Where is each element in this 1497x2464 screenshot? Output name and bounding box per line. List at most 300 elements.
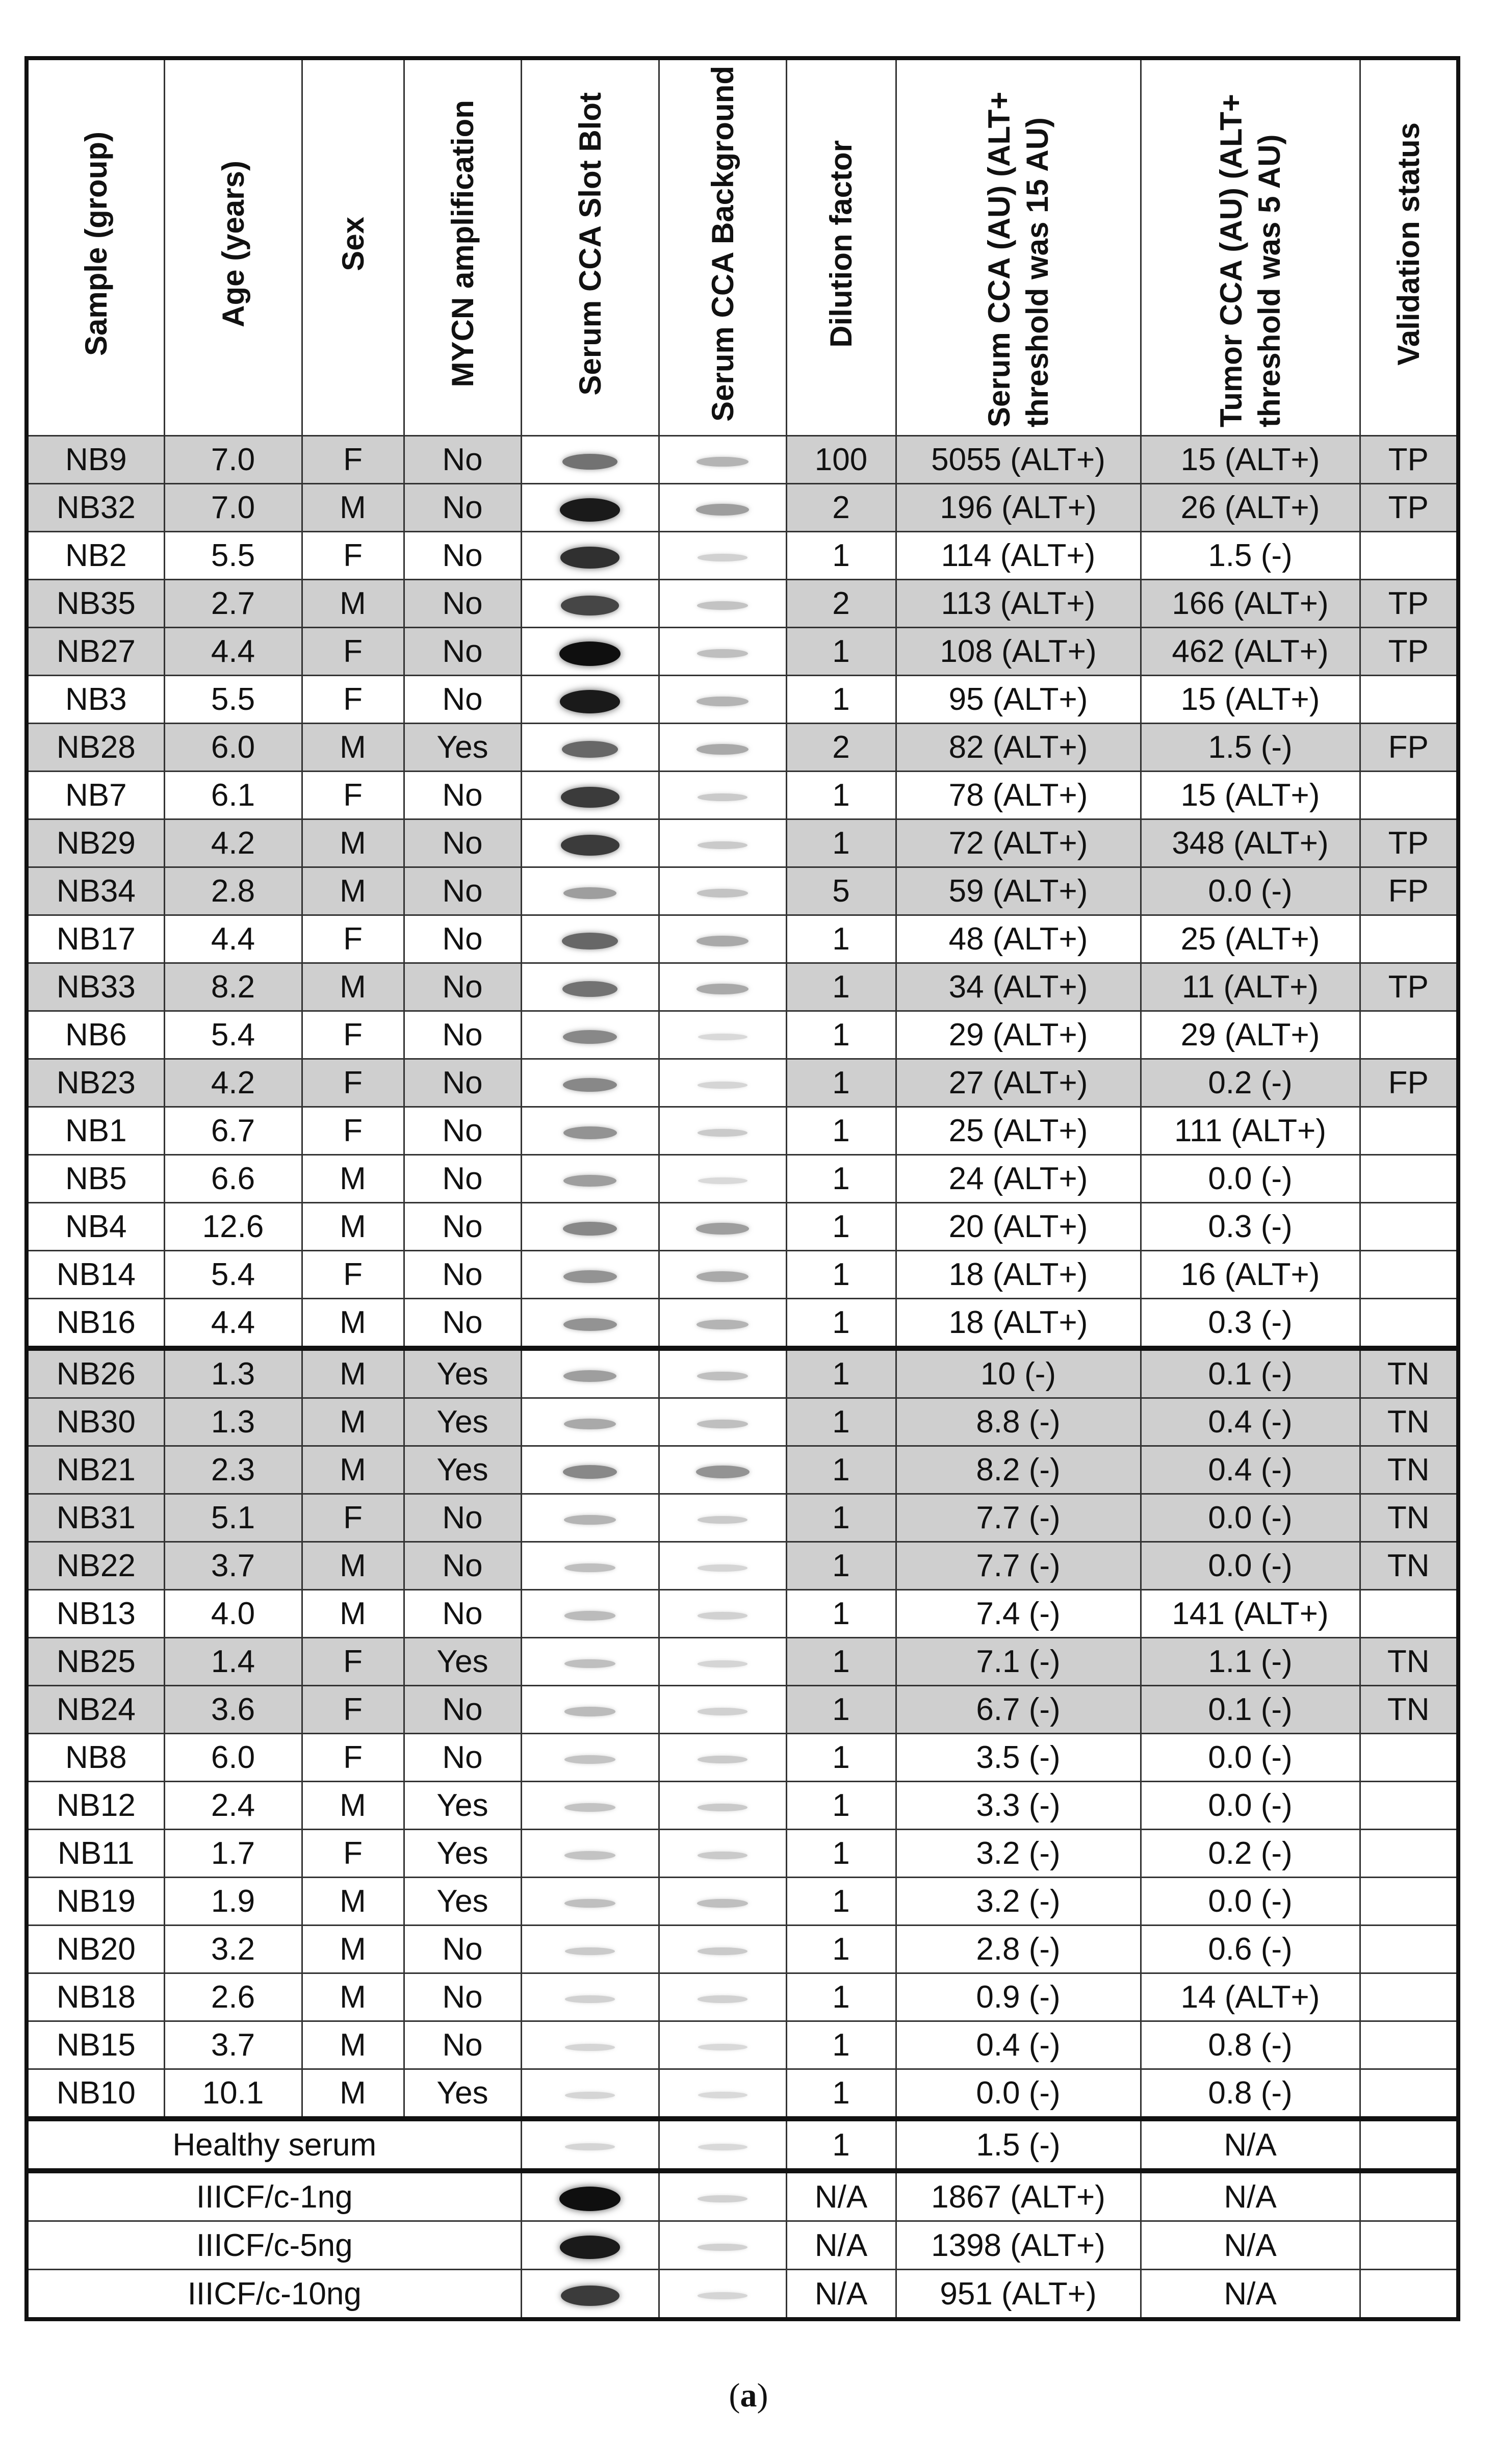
- serum-cca-cell: 48 (ALT+): [896, 915, 1141, 963]
- dilution-cell: 100: [786, 436, 896, 484]
- serum-cca-cell: 6.7 (-): [896, 1686, 1141, 1734]
- sample-cell: NB32: [27, 484, 164, 532]
- background-cell: [659, 819, 786, 867]
- table-row: [27, 1590, 1458, 1638]
- slot-blot-cell: [521, 1107, 659, 1155]
- table-row: [27, 1686, 1458, 1734]
- age-cell: 5.5: [164, 676, 302, 724]
- slot-blot-band: [563, 887, 616, 899]
- mycn-cell: No: [404, 1203, 521, 1251]
- dilution-cell: 1: [786, 1203, 896, 1251]
- validation-status-cell: TN: [1360, 1542, 1458, 1590]
- dilution-cell: 1: [786, 1973, 896, 2021]
- slot-blot-band: [564, 1755, 615, 1764]
- table-row: [27, 772, 1458, 819]
- sample-cell: NB10: [27, 2069, 164, 2119]
- background-band: [698, 2195, 747, 2203]
- validation-status-cell: TN: [1360, 1398, 1458, 1446]
- mycn-cell: No: [404, 1686, 521, 1734]
- background-cell: [659, 2221, 786, 2270]
- serum-cca-cell: 29 (ALT+): [896, 1011, 1141, 1059]
- age-cell: 2.4: [164, 1782, 302, 1830]
- age-cell: 8.2: [164, 963, 302, 1011]
- dilution-cell: 1: [786, 1686, 896, 1734]
- age-cell: 1.4: [164, 1638, 302, 1686]
- sample-cell: NB21: [27, 1446, 164, 1494]
- table-row: [27, 484, 1458, 532]
- column-header: [302, 58, 404, 436]
- validation-status-cell: TP: [1360, 819, 1458, 867]
- slot-blot-band: [564, 1803, 615, 1812]
- background-cell: [659, 1251, 786, 1299]
- dilution-cell: 1: [786, 772, 896, 819]
- dilution-cell: 1: [786, 1107, 896, 1155]
- sample-cell: NB6: [27, 1011, 164, 1059]
- slot-blot-cell: [521, 724, 659, 772]
- sample-cell: NB26: [27, 1348, 164, 1398]
- sex-cell: F: [302, 628, 404, 676]
- table-row: [27, 963, 1458, 1011]
- table-row: [27, 532, 1458, 580]
- sex-cell: M: [302, 1542, 404, 1590]
- sample-cell: NB3: [27, 676, 164, 724]
- background-cell: [659, 2021, 786, 2069]
- mycn-cell: Yes: [404, 1878, 521, 1926]
- mycn-cell: No: [404, 1734, 521, 1782]
- age-cell: 6.0: [164, 724, 302, 772]
- background-cell: [659, 724, 786, 772]
- age-cell: 5.4: [164, 1011, 302, 1059]
- table-row: [27, 867, 1458, 915]
- validation-status-cell: [1360, 1734, 1458, 1782]
- row-label: IIICF/c-1ng: [27, 2171, 521, 2221]
- table-row: [27, 819, 1458, 867]
- sex-cell: M: [302, 724, 404, 772]
- tumor-cca-cell: N/A: [1141, 2119, 1360, 2171]
- age-cell: 1.7: [164, 1830, 302, 1878]
- slot-blot-cell: [521, 1590, 659, 1638]
- mycn-cell: No: [404, 1973, 521, 2021]
- tumor-cca-cell: 0.0 (-): [1141, 1155, 1360, 1203]
- dilution-cell: 2: [786, 724, 896, 772]
- serum-cca-cell: 82 (ALT+): [896, 724, 1141, 772]
- dilution-cell: 1: [786, 1348, 896, 1398]
- sample-cell: NB7: [27, 772, 164, 819]
- background-cell: [659, 1926, 786, 1973]
- validation-status-cell: [1360, 1830, 1458, 1878]
- background-band: [698, 1082, 747, 1089]
- serum-cca-cell: 78 (ALT+): [896, 772, 1141, 819]
- mycn-cell: No: [404, 963, 521, 1011]
- slot-blot-band: [564, 1563, 615, 1573]
- background-cell: [659, 628, 786, 676]
- control-row: [27, 2171, 1458, 2221]
- background-cell: [659, 1973, 786, 2021]
- slot-blot-cell: [521, 1734, 659, 1782]
- tumor-cca-cell: 15 (ALT+): [1141, 772, 1360, 819]
- background-band: [697, 601, 748, 610]
- sex-cell: M: [302, 1203, 404, 1251]
- validation-status-cell: [1360, 1590, 1458, 1638]
- slot-blot-cell: [521, 1973, 659, 2021]
- tumor-cca-cell: 1.5 (-): [1141, 532, 1360, 580]
- tumor-cca-cell: 0.1 (-): [1141, 1348, 1360, 1398]
- row-label: IIICF/c-10ng: [27, 2270, 521, 2320]
- table-row: [27, 1542, 1458, 1590]
- column-header-label: Tumor CCA (AU) (ALT+ threshold was 5 AU): [1214, 94, 1286, 427]
- tumor-cca-cell: 0.0 (-): [1141, 1542, 1360, 1590]
- mycn-cell: No: [404, 1590, 521, 1638]
- dilution-cell: 1: [786, 1542, 896, 1590]
- slot-blot-cell: [521, 915, 659, 963]
- slot-blot-cell: [521, 1446, 659, 1494]
- tumor-cca-cell: 29 (ALT+): [1141, 1011, 1360, 1059]
- sample-cell: NB22: [27, 1542, 164, 1590]
- slot-blot-cell: [521, 2069, 659, 2119]
- serum-cca-cell: 108 (ALT+): [896, 628, 1141, 676]
- slot-blot-cell: [521, 2021, 659, 2069]
- validation-status-cell: FP: [1360, 1059, 1458, 1107]
- serum-cca-cell: 3.2 (-): [896, 1878, 1141, 1926]
- serum-cca-cell: 27 (ALT+): [896, 1059, 1141, 1107]
- table-row: [27, 1059, 1458, 1107]
- serum-cca-cell: 59 (ALT+): [896, 867, 1141, 915]
- tumor-cca-cell: 0.0 (-): [1141, 1494, 1360, 1542]
- background-band: [696, 984, 749, 994]
- validation-status-cell: [1360, 1251, 1458, 1299]
- background-band: [698, 2244, 747, 2251]
- slot-blot-cell: [521, 1059, 659, 1107]
- sample-cell: NB28: [27, 724, 164, 772]
- dilution-cell: N/A: [786, 2270, 896, 2320]
- slot-blot-cell: [521, 1686, 659, 1734]
- table-row: [27, 1638, 1458, 1686]
- mycn-cell: No: [404, 1059, 521, 1107]
- validation-status-cell: [1360, 1878, 1458, 1926]
- validation-status-cell: TP: [1360, 484, 1458, 532]
- validation-status-cell: TN: [1360, 1348, 1458, 1398]
- background-band: [698, 2044, 747, 2050]
- dilution-cell: 1: [786, 2069, 896, 2119]
- mycn-cell: No: [404, 1251, 521, 1299]
- sex-cell: M: [302, 819, 404, 867]
- sex-cell: F: [302, 1251, 404, 1299]
- age-cell: 5.4: [164, 1251, 302, 1299]
- background-cell: [659, 1734, 786, 1782]
- column-header: [1360, 58, 1458, 436]
- sex-cell: M: [302, 484, 404, 532]
- validation-status-cell: [1360, 1926, 1458, 1973]
- serum-cca-cell: 196 (ALT+): [896, 484, 1141, 532]
- sex-cell: F: [302, 1638, 404, 1686]
- sample-cell: NB35: [27, 580, 164, 628]
- control-row: [27, 2270, 1458, 2320]
- tumor-cca-cell: 14 (ALT+): [1141, 1973, 1360, 2021]
- background-cell: [659, 484, 786, 532]
- background-band: [698, 1516, 748, 1524]
- tumor-cca-cell: 0.1 (-): [1141, 1686, 1360, 1734]
- figure-caption: (a): [729, 2377, 768, 2414]
- validation-status-cell: [1360, 2270, 1458, 2320]
- dilution-cell: 1: [786, 1878, 896, 1926]
- background-cell: [659, 1203, 786, 1251]
- sex-cell: M: [302, 1926, 404, 1973]
- background-cell: [659, 963, 786, 1011]
- table-row: [27, 2069, 1458, 2119]
- mycn-cell: Yes: [404, 724, 521, 772]
- tumor-cca-cell: 166 (ALT+): [1141, 580, 1360, 628]
- background-cell: [659, 1494, 786, 1542]
- validation-status-cell: [1360, 1107, 1458, 1155]
- dilution-cell: 1: [786, 1011, 896, 1059]
- slot-blot-band: [560, 498, 621, 522]
- background-band: [697, 889, 748, 897]
- sex-cell: M: [302, 1398, 404, 1446]
- serum-cca-cell: 24 (ALT+): [896, 1155, 1141, 1203]
- table-row: [27, 724, 1458, 772]
- sample-cell: NB27: [27, 628, 164, 676]
- background-cell: [659, 1059, 786, 1107]
- background-band: [698, 1947, 748, 1956]
- sex-cell: M: [302, 963, 404, 1011]
- age-cell: 6.7: [164, 1107, 302, 1155]
- mycn-cell: No: [404, 1926, 521, 1973]
- background-band: [698, 1034, 747, 1040]
- background-band: [697, 1372, 748, 1381]
- background-cell: [659, 2119, 786, 2171]
- age-cell: 6.6: [164, 1155, 302, 1203]
- slot-blot-band: [564, 1707, 616, 1716]
- background-cell: [659, 1830, 786, 1878]
- slot-blot-cell: [521, 2221, 659, 2270]
- validation-status-cell: [1360, 532, 1458, 580]
- sex-cell: M: [302, 1782, 404, 1830]
- age-cell: 5.5: [164, 532, 302, 580]
- slot-blot-cell: [521, 1398, 659, 1446]
- table-row: [27, 1398, 1458, 1446]
- age-cell: 7.0: [164, 484, 302, 532]
- column-header: [27, 58, 164, 436]
- serum-cca-cell: 113 (ALT+): [896, 580, 1141, 628]
- table-body: [27, 436, 1458, 2320]
- table-row: [27, 1203, 1458, 1251]
- slot-blot-cell: [521, 772, 659, 819]
- validation-status-cell: [1360, 915, 1458, 963]
- validation-status-cell: TP: [1360, 628, 1458, 676]
- column-header: [404, 58, 521, 436]
- background-band: [696, 697, 748, 707]
- sex-cell: F: [302, 676, 404, 724]
- age-cell: 4.4: [164, 915, 302, 963]
- validation-status-cell: TN: [1360, 1638, 1458, 1686]
- sample-cell: NB31: [27, 1494, 164, 1542]
- sex-cell: M: [302, 580, 404, 628]
- slot-blot-band: [563, 1270, 617, 1283]
- serum-cca-cell: 72 (ALT+): [896, 819, 1141, 867]
- table-row: [27, 1011, 1458, 1059]
- sex-cell: M: [302, 1590, 404, 1638]
- table-row: [27, 628, 1458, 676]
- table-row: [27, 1251, 1458, 1299]
- dilution-cell: 1: [786, 676, 896, 724]
- serum-cca-cell: 7.4 (-): [896, 1590, 1141, 1638]
- mycn-cell: Yes: [404, 1638, 521, 1686]
- caption-letter: a: [740, 2377, 757, 2414]
- mycn-cell: Yes: [404, 2069, 521, 2119]
- slot-blot-cell: [521, 484, 659, 532]
- table-row: [27, 1155, 1458, 1203]
- tumor-cca-cell: 141 (ALT+): [1141, 1590, 1360, 1638]
- slot-blot-cell: [521, 1011, 659, 1059]
- dilution-cell: N/A: [786, 2221, 896, 2270]
- validation-status-cell: [1360, 2171, 1458, 2221]
- table-row: [27, 1973, 1458, 2021]
- validation-status-cell: [1360, 676, 1458, 724]
- mycn-cell: No: [404, 436, 521, 484]
- background-cell: [659, 1446, 786, 1494]
- age-cell: 3.2: [164, 1926, 302, 1973]
- slot-blot-band: [563, 1126, 617, 1139]
- slot-blot-band: [564, 1659, 615, 1669]
- slot-blot-band: [559, 641, 621, 666]
- background-band: [696, 1320, 748, 1330]
- serum-cca-cell: 8.8 (-): [896, 1398, 1141, 1446]
- sex-cell: M: [302, 2069, 404, 2119]
- background-band: [698, 2144, 747, 2150]
- age-cell: 12.6: [164, 1203, 302, 1251]
- background-band: [698, 841, 748, 850]
- slot-blot-band: [564, 1611, 616, 1620]
- background-band: [698, 1177, 747, 1184]
- age-cell: 2.7: [164, 580, 302, 628]
- column-header: [1141, 58, 1360, 436]
- serum-cca-cell: 2.8 (-): [896, 1926, 1141, 1973]
- slot-blot-cell: [521, 436, 659, 484]
- dilution-cell: 1: [786, 1926, 896, 1973]
- slot-blot-cell: [521, 580, 659, 628]
- tumor-cca-cell: 0.2 (-): [1141, 1059, 1360, 1107]
- slot-blot-band: [561, 596, 619, 615]
- background-cell: [659, 1299, 786, 1349]
- validation-status-cell: TN: [1360, 1686, 1458, 1734]
- sample-cell: NB8: [27, 1734, 164, 1782]
- background-cell: [659, 2171, 786, 2221]
- sample-cell: NB14: [27, 1251, 164, 1299]
- mycn-cell: No: [404, 915, 521, 963]
- background-band: [696, 504, 749, 516]
- slot-blot-band: [562, 933, 618, 949]
- mycn-cell: No: [404, 532, 521, 580]
- table-row: [27, 1494, 1458, 1542]
- column-header: [164, 58, 302, 436]
- slot-blot-band: [564, 1899, 615, 1908]
- slot-blot-cell: [521, 1782, 659, 1830]
- tumor-cca-cell: N/A: [1141, 2221, 1360, 2270]
- slot-blot-band: [565, 1947, 615, 1956]
- mycn-cell: No: [404, 1155, 521, 1203]
- background-band: [696, 1466, 750, 1478]
- slot-blot-band: [563, 1078, 617, 1092]
- tumor-cca-cell: 0.2 (-): [1141, 1830, 1360, 1878]
- slot-blot-band: [563, 1465, 617, 1479]
- background-cell: [659, 772, 786, 819]
- sex-cell: M: [302, 867, 404, 915]
- sample-cell: NB15: [27, 2021, 164, 2069]
- serum-cca-cell: 20 (ALT+): [896, 1203, 1141, 1251]
- sex-cell: M: [302, 2021, 404, 2069]
- serum-cca-cell: 25 (ALT+): [896, 1107, 1141, 1155]
- dilution-cell: 1: [786, 2021, 896, 2069]
- mycn-cell: No: [404, 1011, 521, 1059]
- sample-cell: NB19: [27, 1878, 164, 1926]
- dilution-cell: 2: [786, 580, 896, 628]
- validation-status-cell: TP: [1360, 436, 1458, 484]
- tumor-cca-cell: 1.5 (-): [1141, 724, 1360, 772]
- sample-cell: NB5: [27, 1155, 164, 1203]
- background-cell: [659, 915, 786, 963]
- serum-cca-cell: 3.2 (-): [896, 1830, 1141, 1878]
- tumor-cca-cell: 25 (ALT+): [1141, 915, 1360, 963]
- age-cell: 2.3: [164, 1446, 302, 1494]
- results-table: [24, 56, 1460, 2321]
- background-band: [698, 2092, 747, 2098]
- dilution-cell: 1: [786, 819, 896, 867]
- background-band: [698, 1756, 748, 1764]
- sex-cell: F: [302, 1830, 404, 1878]
- serum-cca-cell: 114 (ALT+): [896, 532, 1141, 580]
- sample-cell: NB33: [27, 963, 164, 1011]
- validation-status-cell: [1360, 2221, 1458, 2270]
- slot-blot-cell: [521, 1638, 659, 1686]
- serum-cca-cell: 0.9 (-): [896, 1973, 1141, 2021]
- sample-cell: NB4: [27, 1203, 164, 1251]
- sex-cell: M: [302, 1446, 404, 1494]
- serum-cca-cell: 95 (ALT+): [896, 676, 1141, 724]
- slot-blot-band: [560, 2236, 621, 2259]
- table-row: [27, 2021, 1458, 2069]
- serum-cca-cell: 0.4 (-): [896, 2021, 1141, 2069]
- mycn-cell: No: [404, 580, 521, 628]
- sample-cell: NB1: [27, 1107, 164, 1155]
- validation-status-cell: FP: [1360, 724, 1458, 772]
- table-row: [27, 1782, 1458, 1830]
- sex-cell: F: [302, 1686, 404, 1734]
- background-band: [696, 1271, 749, 1282]
- dilution-cell: 1: [786, 2119, 896, 2171]
- background-band: [698, 1708, 747, 1715]
- dilution-cell: 1: [786, 1734, 896, 1782]
- age-cell: 3.7: [164, 2021, 302, 2069]
- dilution-cell: 1: [786, 1446, 896, 1494]
- background-cell: [659, 2270, 786, 2320]
- column-header-label: MYCN amplification: [445, 100, 480, 388]
- background-band: [698, 1564, 747, 1572]
- mycn-cell: No: [404, 676, 521, 724]
- table-row: [27, 1926, 1458, 1973]
- sample-cell: NB11: [27, 1830, 164, 1878]
- background-band: [696, 457, 748, 467]
- slot-blot-band: [565, 2092, 615, 2099]
- tumor-cca-cell: 0.0 (-): [1141, 1878, 1360, 1926]
- table-row: [27, 1878, 1458, 1926]
- age-cell: 4.0: [164, 1590, 302, 1638]
- sex-cell: F: [302, 436, 404, 484]
- dilution-cell: 1: [786, 915, 896, 963]
- background-cell: [659, 1348, 786, 1398]
- sample-cell: NB17: [27, 915, 164, 963]
- serum-cca-cell: 3.5 (-): [896, 1734, 1141, 1782]
- slot-blot-cell: [521, 1830, 659, 1878]
